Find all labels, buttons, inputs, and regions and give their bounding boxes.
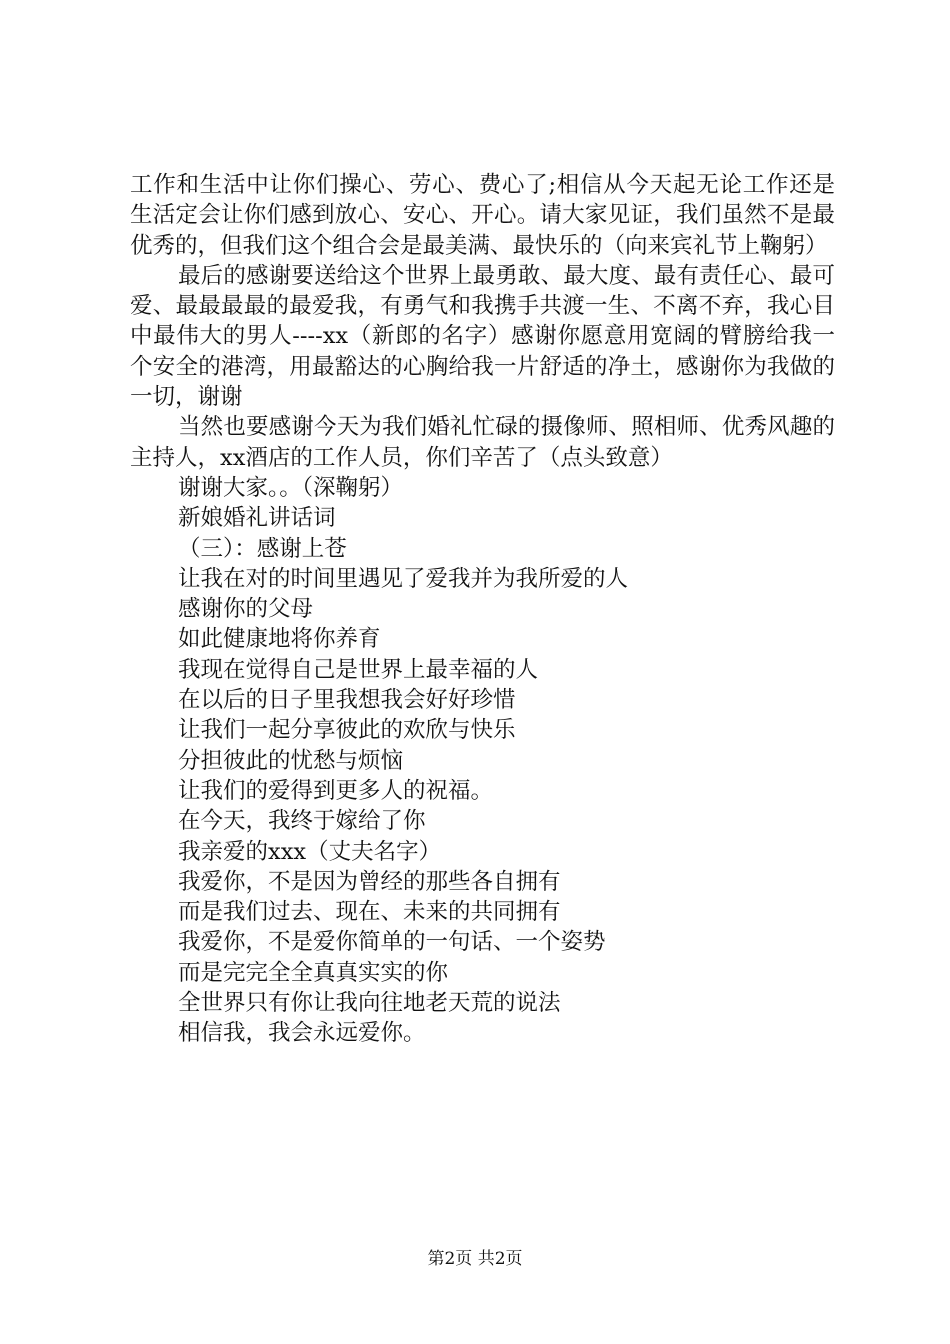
poem-line: 在以后的日子里我想我会好好珍惜 — [178, 687, 516, 714]
poem-line: 而是完完全全真真实实的你 — [178, 959, 449, 986]
poem-line: 相信我，我会永远爱你。 — [178, 1020, 426, 1047]
paragraph-2: 最后的感谢要送给这个世界上最勇敢、最大度、最有责任心、最可爱、最最最最的最爱我，有勇气和我携手共渡一生、不离不弃，我心目中最伟大的男人----xx（新郎的名字）感谢你愿意用宽阔的臂膀给我一个安全的港湾，用最豁达的心胸给我一片舒适的净土，感谢你为我做的一切，谢谢 — [130, 262, 835, 411]
section-subheading: （三）：感谢上苍 — [178, 535, 347, 562]
poem-line: 在今天，我终于嫁给了你 — [178, 808, 426, 835]
poem-line: 如此健康地将你养育 — [178, 626, 381, 653]
poem-line: 而是我们过去、现在、未来的共同拥有 — [178, 899, 561, 926]
poem-line: 我亲爱的xxx（丈夫名字） — [178, 838, 442, 865]
text-line: 谢谢大家。。（深鞠躬） — [178, 474, 404, 501]
document-body — [130, 170, 835, 1049]
poem-line: 让我们一起分享彼此的欢欣与快乐 — [178, 717, 516, 744]
poem-line: 全世界只有你让我向往地老天荒的说法 — [178, 990, 561, 1017]
poem-line: 分担彼此的忧愁与烦恼 — [178, 747, 404, 774]
poem-line: 我现在觉得自己是世界上最幸福的人 — [178, 656, 539, 683]
page-number: 第2页 共2页 — [427, 1249, 523, 1269]
poem-line: 感谢你的父母 — [178, 596, 314, 623]
paragraph-3: 当然也要感谢今天为我们婚礼忙碌的摄像师、照相师、优秀风趣的主持人，xx酒店的工作人员，你们辛苦了（点头致意） — [130, 414, 835, 471]
poem-line: 让我们的爱得到更多人的祝福。 — [178, 777, 494, 804]
poem-line: 我爱你，不是因为曾经的那些各自拥有 — [178, 868, 561, 895]
section-heading: 新娘婚礼讲话词 — [178, 505, 336, 532]
page-footer — [0, 1244, 950, 1269]
poem-line: 我爱你，不是爱你简单的一句话、一个姿势 — [178, 929, 606, 956]
paragraph-1: 工作和生活中让你们操心、劳心、费心了;相信从今天起无论工作还是生活定会让你们感到放心、安心、开心。请大家见证，我们虽然不是最优秀的，但我们这个组合会是最美满、最快乐的（向来宾礼节上鞠躬） — [130, 172, 835, 259]
poem-line: 让我在对的时间里遇见了爱我并为我所爱的人 — [178, 565, 629, 592]
